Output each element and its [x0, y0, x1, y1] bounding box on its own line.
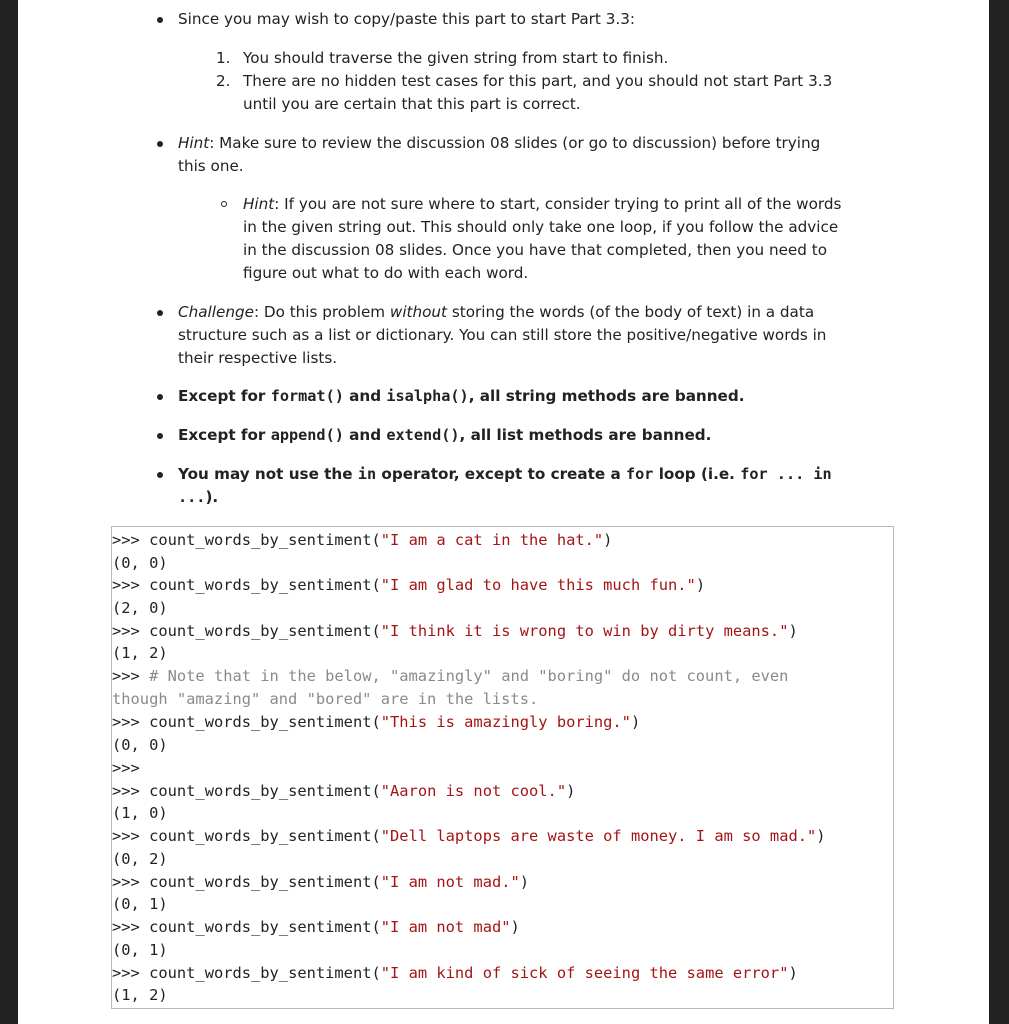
doctest-code-block: [111, 526, 894, 1009]
sub-hint-line4: figure out what to do with each word.: [243, 264, 529, 282]
rule-text: and: [343, 387, 387, 405]
sub-hint-line3: in the discussion 08 slides. Once you have that completed, then you need to: [243, 241, 827, 259]
challenge-text: : Do this problem: [253, 303, 390, 321]
rule-text: ).: [205, 488, 219, 506]
bullet-dot: [157, 17, 163, 23]
code-output: (0, 1): [112, 941, 168, 959]
copy-paste-bullet: Since you may wish to copy/paste this part to start Part 3.3:: [178, 10, 635, 28]
code-comment: though "amazing" and "bored" are in the lists.: [112, 690, 539, 708]
hidden-tests-item-line2: until you are certain that this part is correct.: [243, 95, 581, 113]
hint-bullet-line1: [178, 132, 820, 155]
string-methods-rule: [178, 385, 745, 408]
rule-text: loop (i.e.: [653, 465, 741, 483]
hint-bullet-line2: this one.: [178, 157, 244, 175]
code-line: >>> count_words_by_sentiment("Aaron is not cool."): [112, 782, 576, 800]
code-output: (0, 0): [112, 736, 168, 754]
challenge-line2: structure such as a list or dictionary. You can still store the positive/negative words in: [178, 326, 827, 344]
bullet-dot: [157, 141, 163, 147]
in-operator-rule-line2: [178, 486, 218, 509]
list-number: 1.: [216, 49, 231, 67]
rule-text: You may not use the: [178, 465, 358, 483]
code-output: (2, 0): [112, 599, 168, 617]
inline-code: extend(): [386, 426, 460, 444]
code-output: (0, 1): [112, 895, 168, 913]
code-line: >>> count_words_by_sentiment("This is amazingly boring."): [112, 713, 641, 731]
code-line: >>> # Note that in the below, "amazingly" and "boring" do not count, even: [112, 667, 789, 685]
rule-text: and: [343, 426, 387, 444]
rule-text: , all string methods are banned.: [468, 387, 745, 405]
inline-code: in: [357, 465, 377, 483]
inline-code: for: [626, 465, 654, 483]
challenge-emphasis: without: [389, 303, 448, 321]
challenge-text: storing the words (of the body of text) in a data: [447, 303, 815, 321]
sub-hint-label: Hint: [243, 195, 275, 213]
hint-text: : Make sure to review the discussion 08 slides (or go to discussion) before trying: [209, 134, 821, 152]
list-number: 2.: [216, 72, 231, 90]
inline-code: for ... in: [740, 465, 832, 483]
in-operator-rule-line1: [178, 463, 832, 486]
bullet-dot: [157, 433, 163, 439]
rule-text: Except for: [178, 426, 271, 444]
challenge-line1: [178, 301, 814, 324]
challenge-line3: their respective lists.: [178, 349, 338, 367]
bullet-dot: [157, 310, 163, 316]
traverse-item: You should traverse the given string from start to finish.: [243, 49, 669, 67]
code-line: >>> count_words_by_sentiment("I am glad to have this much fun."): [112, 576, 706, 594]
inline-code: isalpha(): [386, 387, 469, 405]
hint-label: Hint: [178, 134, 210, 152]
code-line: >>> count_words_by_sentiment("I am not mad"): [112, 918, 520, 936]
code-output: (1, 2): [112, 986, 168, 1004]
code-line: >>> count_words_by_sentiment("I think it is wrong to win by dirty means."): [112, 622, 798, 640]
challenge-label: Challenge: [178, 303, 254, 321]
list-methods-rule: [178, 424, 711, 447]
bullet-dot: [157, 472, 163, 478]
code-output: (0, 2): [112, 850, 168, 868]
inline-code: append(): [270, 426, 344, 444]
hidden-tests-item-line1: There are no hidden test cases for this part, and you should not start Part 3.3: [243, 72, 833, 90]
inline-code: format(): [270, 387, 344, 405]
rule-text: Except for: [178, 387, 271, 405]
code-line: >>> count_words_by_sentiment("I am not mad."): [112, 873, 530, 891]
code-line: >>> count_words_by_sentiment("Dell laptops are waste of money. I am so mad."): [112, 827, 826, 845]
document-page: [18, 0, 989, 1024]
code-line: >>> count_words_by_sentiment("I am a cat in the hat."): [112, 531, 613, 549]
code-line: >>> count_words_by_sentiment("I am kind of sick of seeing the same error"): [112, 964, 798, 982]
inline-code: ...: [178, 488, 206, 506]
rule-text: , all list methods are banned.: [459, 426, 712, 444]
sub-hint-text: : If you are not sure where to start, consider trying to print all of the words: [274, 195, 842, 213]
sub-hint-line1: [243, 193, 841, 216]
bullet-dot: [157, 394, 163, 400]
code-output: (0, 0): [112, 554, 168, 572]
rule-text: operator, except to create a: [376, 465, 626, 483]
code-line: >>>: [112, 759, 140, 777]
code-output: (1, 2): [112, 644, 168, 662]
sub-hint-line2: in the given string out. This should only take one loop, if you follow the advice: [243, 218, 839, 236]
code-output: (1, 0): [112, 804, 168, 822]
bullet-circle: [221, 201, 227, 207]
